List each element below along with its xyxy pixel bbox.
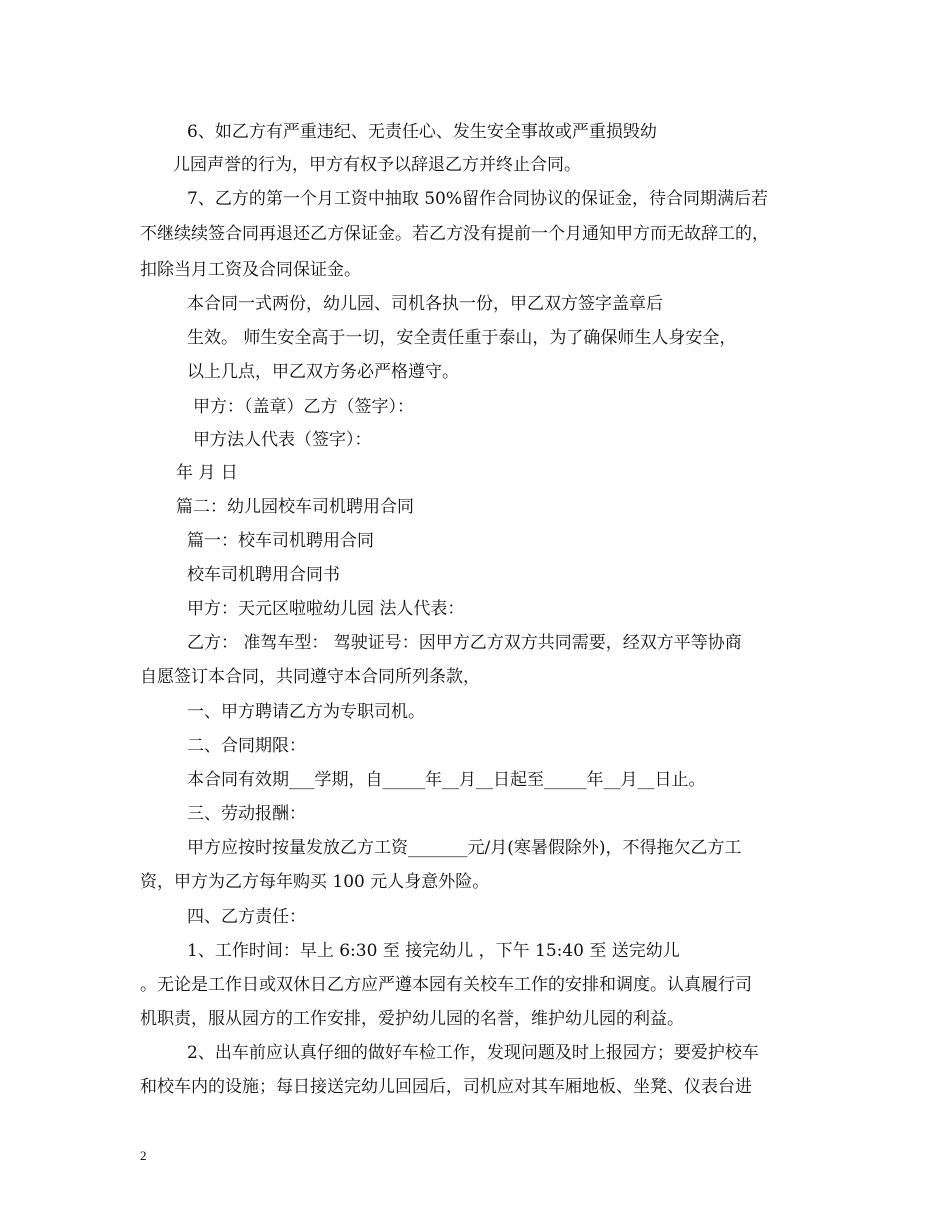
text-line: 甲方：天元区啦啦幼儿园 法人代表： <box>187 599 465 619</box>
text-line: 一、甲方聘请乙方为专职司机。 <box>187 702 425 722</box>
text-line: 甲方应按时按量发放乙方工资_______元/月(寒暑假除外)，不得拖欠乙方工 <box>187 838 742 858</box>
text-line: 2、出车前应认真仔细的做好车检工作，发现问题及时上报园方；要爱护校车 <box>187 1043 759 1063</box>
text-line: 乙方： 准驾车型： 驾驶证号：因甲方乙方双方共同需要，经双方平等协商 <box>187 633 742 653</box>
subsection-title: 篇一：校车司机聘用合同 <box>187 531 374 551</box>
text-line: 甲方：（盖章）乙方（签字）： <box>193 397 414 417</box>
clause-heading: 三、劳动报酬： <box>187 804 306 824</box>
text-line: 不继续续签合同再退还乙方保证金。若乙方没有提前一个月通知甲方而无故辞工的， <box>140 224 769 244</box>
date-line: 年 月 日 <box>176 463 238 483</box>
text-line: 机职责，服从园方的工作安排，爱护幼儿园的名誉，维护幼儿园的利益。 <box>140 1009 684 1029</box>
page-number: 2 <box>140 1148 147 1163</box>
text-line: 以上几点，甲乙双方务必严格遵守。 <box>187 362 459 382</box>
text-line: 7、乙方的第一个月工资中抽取 50%留作合同协议的保证金，待合同期满后若 <box>187 189 769 209</box>
text-line: 本合同有效期___学期，自_____年__月__日起至_____年__月__日止。 <box>187 770 706 790</box>
clause-heading: 四、乙方责任： <box>187 907 306 927</box>
clause-heading: 二、合同期限： <box>187 736 306 756</box>
text-line: 1、工作时间：早上 6:30 至 接完幼儿 ，下午 15:40 至 送完幼儿 <box>187 941 680 961</box>
contract-title: 校车司机聘用合同书 <box>187 565 340 585</box>
section-title: 篇二：幼儿园校车司机聘用合同 <box>176 497 414 517</box>
text-line: 6、如乙方有严重违纪、无责任心、发生安全事故或严重损毁幼 <box>187 122 657 142</box>
text-line: 自愿签订本合同，共同遵守本合同所列条款， <box>140 667 480 687</box>
text-line: 本合同一式两份，幼儿园、司机各执一份，甲乙双方签字盖章后 <box>187 294 663 314</box>
text-line: 。无论是工作日或双休日乙方应严遵本园有关校车工作的安排和调度。认真履行司 <box>140 975 752 995</box>
text-line: 儿园声誉的行为，甲方有权予以辞退乙方并终止合同。 <box>173 155 581 175</box>
text-line: 扣除当月工资及合同保证金。 <box>140 260 361 280</box>
text-line: 生效。 师生安全高于一切，安全责任重于泰山，为了确保师生人身安全， <box>187 328 737 348</box>
text-line: 和校车内的设施；每日接送完幼儿回园后，司机应对其车厢地板、坐凳、仪表台进 <box>140 1077 752 1097</box>
text-line: 资，甲方为乙方每年购买 100 元人身意外险。 <box>140 872 490 892</box>
text-line: 甲方法人代表（签字）： <box>193 430 372 450</box>
